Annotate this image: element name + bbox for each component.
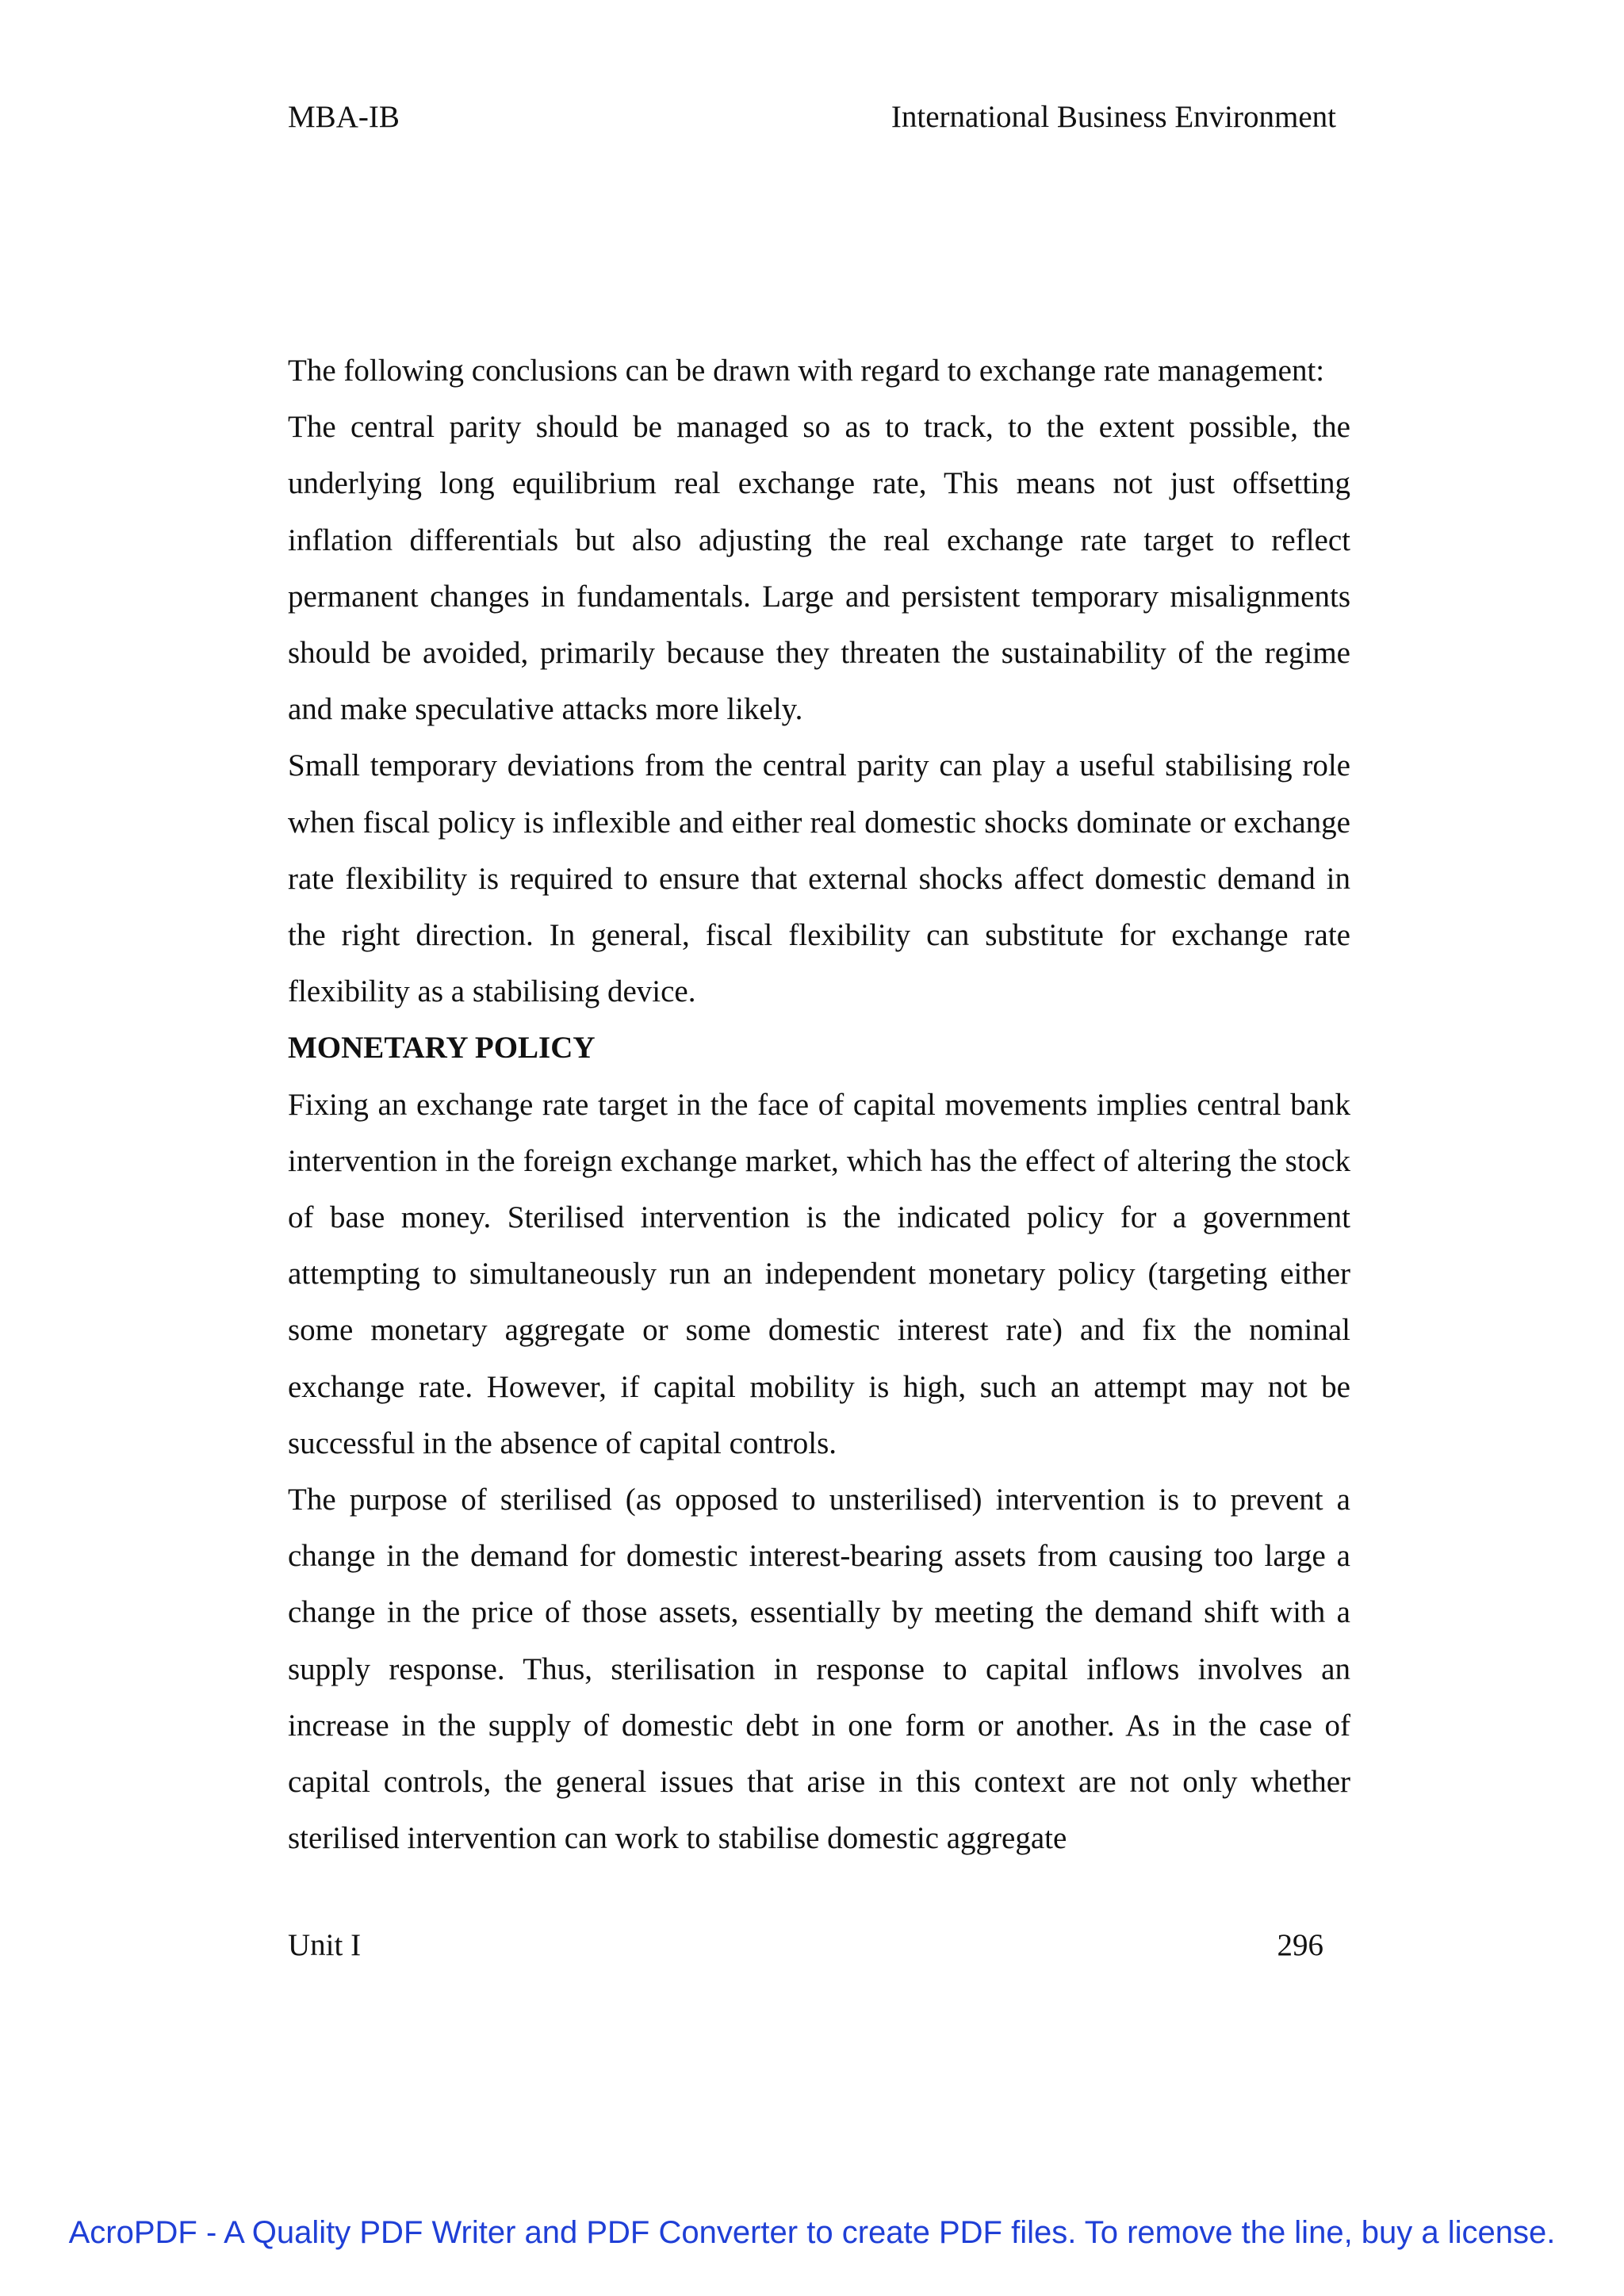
page-number: 296 bbox=[1277, 1928, 1323, 1962]
section-heading-monetary-policy: MONETARY POLICY bbox=[288, 1031, 596, 1066]
paragraph-intro: The following conclusions can be drawn with regard to exchange rate management: bbox=[288, 354, 1325, 388]
paragraph-central-parity: The central parity should be managed so as to track, to the extent possible, the underlying long equilibrium real exchange rate, This means not just offsetting inflation differentials but also adjusting the real exchange rate target to reflect permanent changes in fundamentals. Large and persistent temporary misalignments should be avoided, primarily because they threaten the sustainability of the regime and make speculative attacks more likely. bbox=[288, 410, 1350, 727]
acropdf-watermark: AcroPDF - A Quality PDF Writer and PDF Converter to create PDF files. To remove the line, buy a license. bbox=[68, 2215, 1556, 2250]
paragraph-exchange-rate-target: Fixing an exchange rate target in the face of capital movements implies central bank intervention in the foreign exchange market, which has the effect of altering the stock of base money. Sterilised intervention is the indicated policy for a government attempting to simultaneously run an independent monetary policy (targeting either some monetary aggregate or some domestic interest rate) and fix the nominal exchange rate. However, if capital mobility is high, such an attempt may not be successful in the absence of capital controls. bbox=[288, 1087, 1350, 1460]
header-course-title: International Business Environment bbox=[891, 100, 1336, 134]
header-course-code: MBA-IB bbox=[288, 100, 400, 134]
paragraph-temporary-deviations: Small temporary deviations from the central parity can play a useful stabilising role when fiscal policy is inflexible and either real domestic shocks dominate or exchange rate flexibility is required to ensure that external shocks affect domestic demand in the right direction. In general, fiscal flexibility can substitute for exchange rate flexibility as a stabilising device. bbox=[288, 748, 1350, 1009]
paragraph-sterilised-intervention: The purpose of sterilised (as opposed to unsterilised) intervention is to prevent a change in the demand for domestic interest-bearing assets from causing too large a change in the price of those assets, essentially by meeting the demand shift with a supply response. Thus, sterilisation in response to capital inflows involves an increase in the supply of domestic debt in one form or another. As in the case of capital controls, the general issues that arise in this context are not only whether sterilised intervention can work to stabilise domestic aggregate bbox=[288, 1483, 1350, 1856]
page-body bbox=[288, 342, 1350, 1866]
footer-unit-label: Unit I bbox=[288, 1928, 362, 1962]
